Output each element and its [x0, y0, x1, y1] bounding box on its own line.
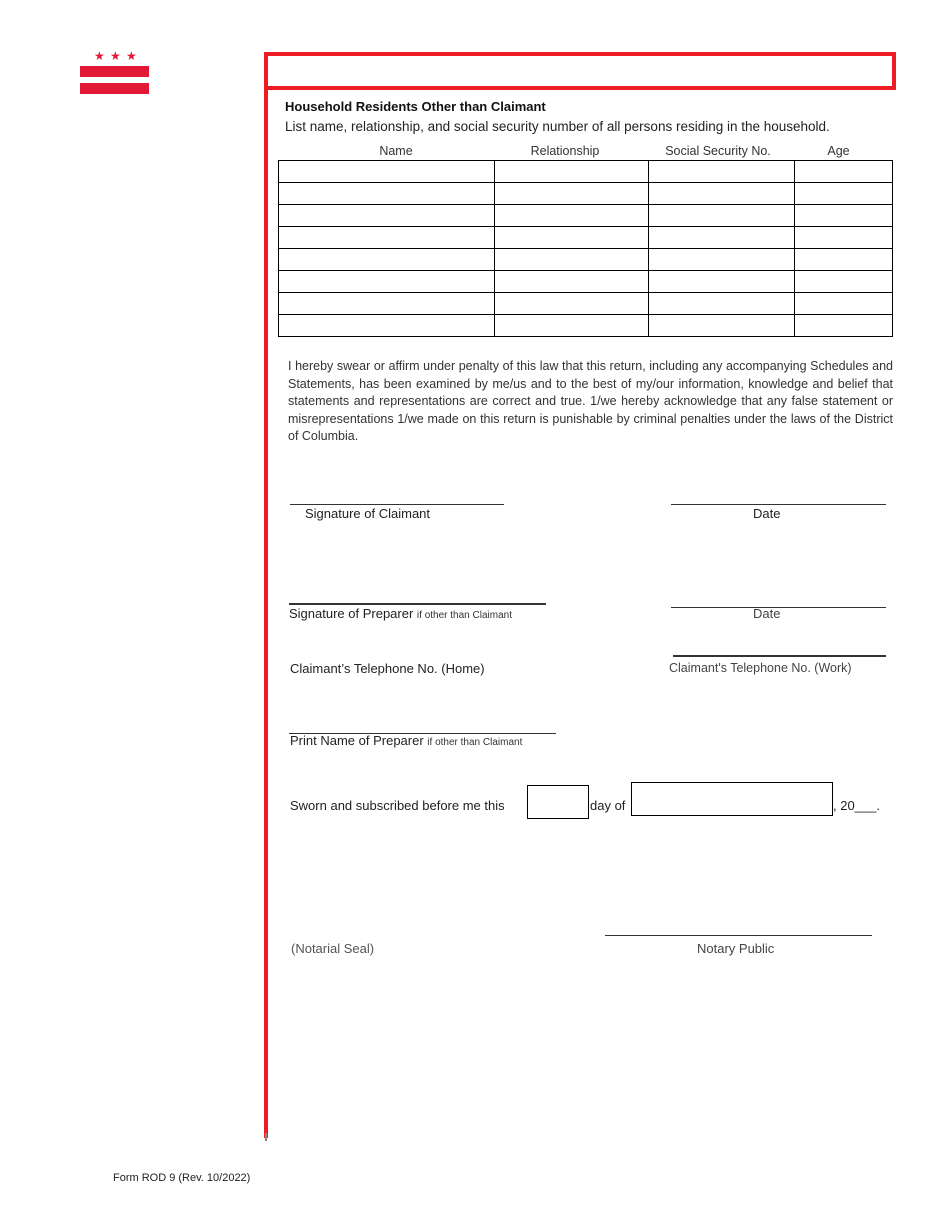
- table-cell[interactable]: [795, 315, 893, 337]
- table-cell[interactable]: [495, 183, 649, 205]
- claimant-signature-line[interactable]: [290, 504, 504, 505]
- column-header-age: Age: [827, 144, 850, 158]
- preparer-date-label: Date: [753, 606, 781, 621]
- table-cell[interactable]: [495, 315, 649, 337]
- table-cell[interactable]: [649, 183, 795, 205]
- notarial-seal-label: (Notarial Seal): [291, 941, 375, 956]
- flag-bar: [80, 66, 149, 77]
- sworn-month-input[interactable]: [631, 782, 833, 816]
- preparer-signature-line[interactable]: [289, 603, 546, 605]
- table-cell[interactable]: [495, 161, 649, 183]
- table-row: [279, 315, 893, 337]
- preparer-signature-note: if other than Claimant: [416, 610, 512, 621]
- table-row: [279, 205, 893, 227]
- print-name-text: Print Name of Preparer: [290, 733, 424, 748]
- table-row: [279, 249, 893, 271]
- table-cell[interactable]: [495, 293, 649, 315]
- section-title: Household Residents Other than Claimant: [285, 99, 546, 114]
- claimant-signature-label: Signature of Claimant: [305, 506, 431, 521]
- table-row: [279, 227, 893, 249]
- table-cell[interactable]: [495, 249, 649, 271]
- column-header-ssn: Social Security No.: [665, 144, 771, 158]
- column-header-name: Name: [379, 144, 413, 158]
- table-cell[interactable]: [279, 271, 495, 293]
- star-icon: ★: [126, 49, 137, 63]
- table-cell[interactable]: [795, 161, 893, 183]
- table-cell[interactable]: [649, 293, 795, 315]
- table-cell[interactable]: [649, 205, 795, 227]
- table-row: [279, 161, 893, 183]
- table-cell[interactable]: [279, 161, 495, 183]
- red-header-box: [264, 52, 896, 90]
- table-row: [279, 183, 893, 205]
- table-cell[interactable]: [279, 315, 495, 337]
- table-cell[interactable]: [495, 205, 649, 227]
- table-cell[interactable]: [495, 271, 649, 293]
- table-cell[interactable]: [279, 249, 495, 271]
- star-icon: ★: [94, 49, 105, 63]
- table-cell[interactable]: [495, 227, 649, 249]
- claimant-date-label: Date: [753, 506, 781, 521]
- preparer-signature-text: Signature of Preparer: [289, 606, 414, 621]
- form-number-footer: Form ROD 9 (Rev. 10/2022): [113, 1172, 251, 1184]
- phone-work-line[interactable]: [673, 655, 886, 657]
- table-cell[interactable]: [795, 183, 893, 205]
- table-cell[interactable]: [649, 227, 795, 249]
- table-cell[interactable]: [649, 161, 795, 183]
- phone-work-label: Claimant's Telephone No. (Work): [669, 661, 852, 675]
- oath-statement: I hereby swear or affirm under penalty of this law that this return, including any accompanying Schedules and Statements, has been examined by me/us and to the best of my/our information, knowledge and belief that statements and representations are correct and true. 1/we hereby acknowledge that any false statement or misrepresentations 1/we made on this return is punishable by criminal penalties under the laws of the District of Columbia.: [288, 359, 893, 443]
- table-cell[interactable]: [279, 205, 495, 227]
- table-row: [279, 271, 893, 293]
- residents-table: [278, 160, 893, 337]
- table-row: [279, 293, 893, 315]
- sworn-year: , 20___.: [833, 798, 880, 813]
- table-cell[interactable]: [795, 271, 893, 293]
- column-header-relationship: Relationship: [530, 144, 600, 158]
- table-cell[interactable]: [649, 249, 795, 271]
- notary-signature-line[interactable]: [605, 935, 872, 936]
- sworn-day-of: day of: [590, 798, 626, 813]
- table-cell[interactable]: [795, 293, 893, 315]
- claimant-date-line[interactable]: [671, 504, 886, 505]
- table-cell[interactable]: [795, 249, 893, 271]
- sworn-day-input[interactable]: [527, 785, 589, 819]
- star-icon: ★: [110, 49, 121, 63]
- table-cell[interactable]: [795, 227, 893, 249]
- preparer-signature-label: [289, 606, 512, 621]
- table-cell[interactable]: [279, 183, 495, 205]
- section-subtitle: List name, relationship, and social security number of all persons residing in the household.: [285, 119, 830, 134]
- table-cell[interactable]: [279, 227, 495, 249]
- print-name-label: [290, 733, 522, 748]
- flag-bar: [80, 83, 149, 94]
- sworn-prefix: Sworn and subscribed before me this: [290, 798, 505, 813]
- table-cell[interactable]: [649, 315, 795, 337]
- table-cell[interactable]: [795, 205, 893, 227]
- red-margin-line: [264, 52, 268, 1138]
- print-name-note: if other than Claimant: [427, 737, 523, 748]
- margin-tick: [265, 1133, 267, 1141]
- table-cell[interactable]: [649, 271, 795, 293]
- notary-public-label: Notary Public: [697, 941, 775, 956]
- table-cell[interactable]: [279, 293, 495, 315]
- phone-home-label: Claimant’s Telephone No. (Home): [290, 661, 485, 676]
